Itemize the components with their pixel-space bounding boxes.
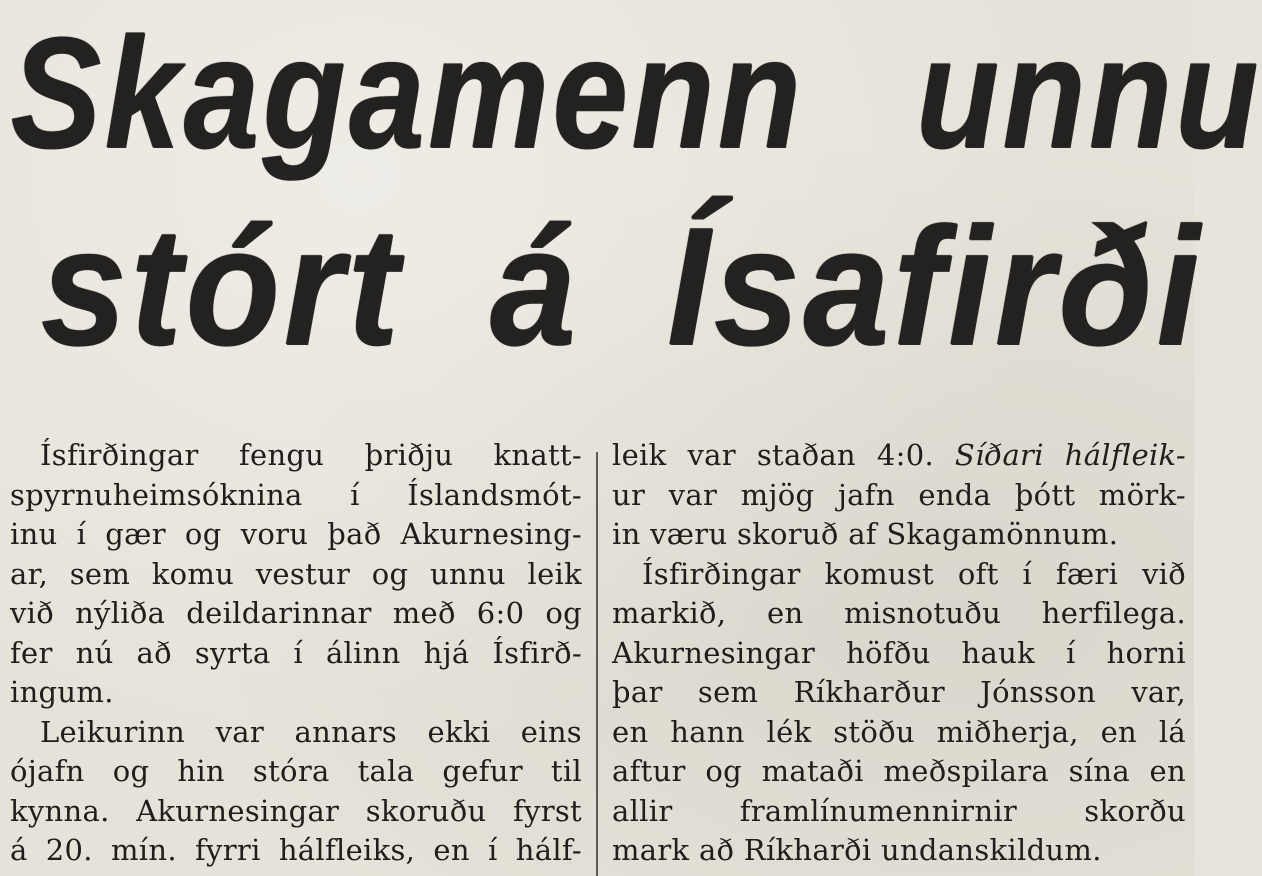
headline-line-2	[0, 192, 1204, 380]
article-line: Ísfirðingar komust oft í færi við	[642, 556, 1186, 591]
article-column-right	[612, 436, 1186, 871]
article-column-left	[10, 436, 582, 871]
article-body	[0, 430, 1194, 876]
article-line: á 20. mín. fyrri hálfleiks, en í hálf-	[10, 833, 582, 867]
article-line: við nýliða deildarinnar með 6:0 og	[10, 596, 582, 630]
article-line	[612, 436, 1186, 476]
headline-word: unnu	[915, 5, 1262, 181]
article-line: Leikurinn var annars ekki eins	[40, 714, 582, 749]
article-line: ar, sem komu vestur og unnu leik	[10, 556, 582, 591]
article-line: aftur og mataði meðspilara sína en	[612, 754, 1186, 788]
headline-word: Skagamenn	[10, 5, 805, 181]
headline-word: Ísafirði	[666, 192, 1204, 380]
headline-line-1	[0, 5, 1262, 181]
article-line: ur var mjög jafn enda þótt mörk-	[612, 477, 1186, 512]
article-line: ójafn og hin stóra tala gefur til	[10, 754, 582, 788]
headline-word: á	[489, 192, 580, 380]
article-line: þar sem Ríkharður Jónsson var,	[612, 675, 1186, 709]
article-line: spyrnuheimsóknina í Íslandsmót-	[10, 477, 582, 512]
article-line: kynna. Akurnesingar skoruðu fyrst	[10, 793, 582, 828]
article-line: en hann lék stöðu miðherja, en lá	[612, 714, 1186, 749]
article-line: allir framlínumennirnir skorðu	[612, 793, 1186, 828]
article-line-segment-italic: Síðari hálfleik-	[933, 438, 1186, 472]
article-line: inu í gær og voru það Akurnesing-	[10, 517, 582, 551]
headline-word: stórt	[40, 192, 403, 380]
article-line: in væru skoruð af Skagamönnum.	[612, 517, 1119, 551]
article-line-segment: leik var staðan 4:0.	[612, 438, 934, 472]
article-line: Akurnesingar höfðu hauk í horni	[612, 635, 1186, 670]
article-line: Ísfirðingar fengu þriðju knatt-	[40, 438, 582, 472]
article-line: markið, en misnotuðu herfilega.	[612, 596, 1186, 630]
article-line: ingum.	[10, 675, 114, 709]
article-line: mark að Ríkharði undanskildum.	[612, 833, 1102, 867]
article-line: fer nú að syrta í álinn hjá Ísfirð-	[10, 635, 582, 670]
column-divider	[596, 452, 598, 876]
